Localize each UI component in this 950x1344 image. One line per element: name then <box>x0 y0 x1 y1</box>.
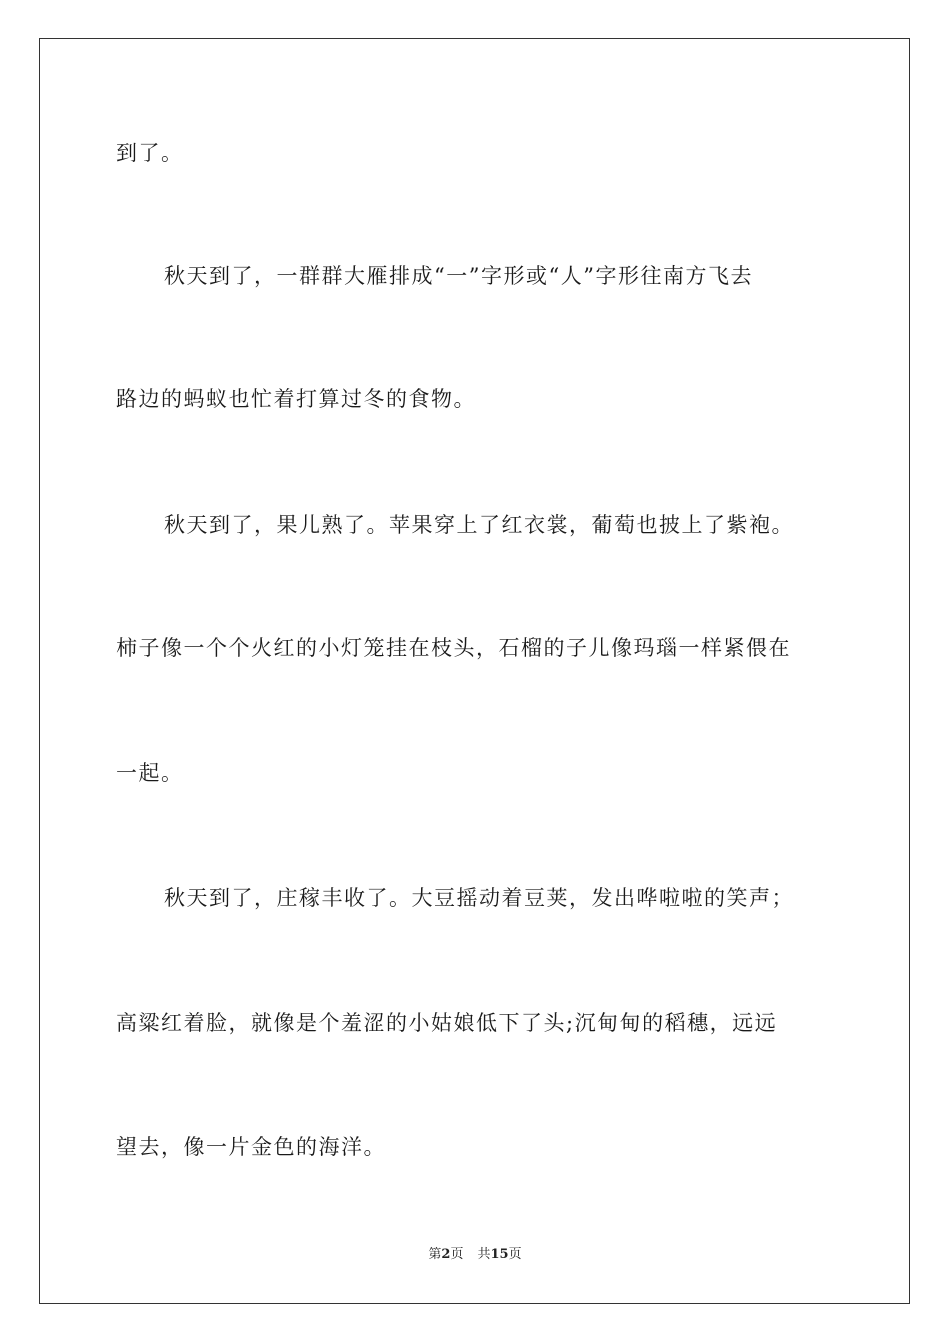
paragraph-line: 秋天到了，庄稼丰收了。大豆摇动着豆荚，发出哗啦啦的笑声； <box>164 886 794 910</box>
text-line: 柿子像一个个火红的小灯笼挂在枝头，石榴的子儿像玛瑙一样紧偎在 <box>116 636 791 660</box>
total-suffix: 页 <box>508 1247 522 1262</box>
text-line: 望去，像一片金色的海洋。 <box>116 1135 386 1159</box>
page-suffix: 页 <box>450 1247 464 1262</box>
page-footer <box>0 1246 950 1264</box>
page-number: 2 <box>441 1247 451 1262</box>
paragraph-line: 秋天到了，果儿熟了。苹果穿上了红衣裳，葡萄也披上了紫袍。 <box>164 513 794 537</box>
page-prefix: 第 <box>428 1247 442 1262</box>
text-line: 一起。 <box>116 761 184 785</box>
text-line: 高粱红着脸，就像是个羞涩的小姑娘低下了头;沉甸甸的稻穗，远远 <box>116 1011 778 1035</box>
text-line: 到了。 <box>116 141 184 165</box>
page-border <box>39 38 910 1304</box>
total-pages: 15 <box>490 1247 509 1262</box>
total-prefix: 共 <box>477 1247 491 1262</box>
text-line: 路边的蚂蚁也忙着打算过冬的食物。 <box>116 387 476 411</box>
paragraph-line: 秋天到了，一群群大雁排成“一”字形或“人”字形往南方飞去 <box>164 264 753 288</box>
